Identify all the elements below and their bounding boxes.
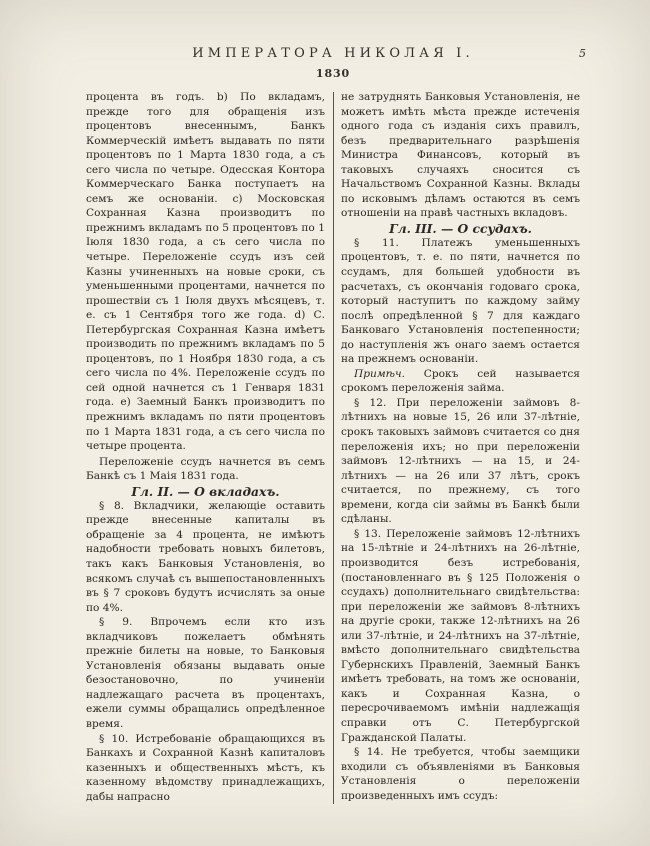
paragraph-note	[341, 367, 580, 396]
paragraph: § 12. При переложеніи займовъ 8-лѣтнихъ на новые 15, 26 или 37-лѣтніе, срокъ таковыхъ займовъ считается со дня переложенія ихъ; но при переложеніи займовъ 12-лѣтнихъ — на 15, и 24-лѣтнихъ — на 26 или 37 лѣтъ, срокъ считается, по прежнему, съ того времени, когда сіи займы въ Банкѣ были сдѣланы.	[341, 396, 580, 526]
running-header	[86, 46, 586, 61]
year-heading: 1830	[315, 67, 351, 80]
note-text: Срокъ сей называется срокомъ переложенія займа.	[341, 367, 580, 395]
chapter-heading: Гл. II. — О вкладахъ.	[131, 483, 280, 499]
paragraph: § 13. Переложеніе займовъ 12-лѣтнихъ на 15-лѣтніе и 24-лѣтнихъ на 26-лѣтніе, производится безъ истребованія, (постановленнаго въ § 125 Положенія о ссудахъ) дополнительнаго свидѣтельства: при переложеніи же займовъ 8-лѣтнихъ на другіе сроки, также 12-лѣтнихъ на 26 или 37-лѣтніе, и 24-лѣтнихъ на 37-лѣтніе, вмѣсто дополнительнаго свидѣтельства Губернскихъ Правленій, Заемный Банкъ имѣетъ требовать, на томъ же основаніи, какъ и Сохранная Казна, о пересрочиваемомъ имѣніи надлежащія справки отъ С. Петербургской Гражданской Палаты.	[341, 527, 580, 744]
note-label: Примѣч.	[354, 367, 405, 380]
chapter-heading: Гл. III. — О ссудахъ.	[389, 220, 532, 236]
paragraph: § 14. Не требуется, чтобы заемщики входили съ объявленіями въ Банковыя Установленія о переложеніи произведенныхъ имъ ссудъ:	[341, 746, 580, 802]
left-column	[86, 90, 325, 804]
paragraph: Переложеніе ссудъ начнется въ семъ Банкѣ съ 1 Маія 1831 года.	[86, 455, 325, 483]
paragraph: § 8. Вкладчики, желающіе оставить прежде внесенные капиталы въ обращеніе за 4 процента, не имѣютъ надобности требовать новыхъ билетовъ, такъ какъ Банковыя Установленія, во всякомъ случаѣ съ вышепостановленныхъ въ § 7 сроковъ будутъ исчислять за оные по 4%.	[86, 499, 325, 614]
column-divider-rule	[333, 92, 334, 804]
header-title: ИМПЕРАТОРА НИКОЛАЯ I.	[192, 46, 474, 61]
paragraph: § 11. Платежъ уменьшенныхъ процентовъ, т. е. по пяти, начнется по ссудамъ, для большей удобности въ расчетахъ, съ окончанія годоваго срока, который наступитъ по каждому займу послѣ опредѣленной § 7 для каждаго Банковаго Установленія постепенности; до наступленія жъ онаго заемъ остается на прежнемъ основаніи.	[341, 236, 580, 366]
paragraph: процента въ годъ. b) По вкладамъ, прежде того для обращенія изъ процентовъ внесеннымъ, Банкъ Коммерческій имѣетъ выдавать по пяти процентовъ по 1 Марта 1830 года, а съ сего числа по четыре. Одесская Контора Коммерческаго Банка поступаетъ на семъ же основаніи. c) Московская Сохранная Казна производитъ по прежнимъ вкладамъ по 5 процентовъ по 1 Іюля 1830 года, а съ сего числа по четыре. Переложеніе ссудъ изъ сей Казны учиненныхъ на новые сроки, съ уменьшенными процентами, начнется по прошествіи съ 1 Іюля двухъ мѣсяцевъ, т. е. съ 1 Сентября того же года. d) С. Петербургская Сохранная Казна имѣетъ производить по прежнимъ вкладамъ по 5 процентовъ, по 1 Ноября 1830 года, а съ сего числа по 4%. Переложеніе ссудъ по сей одной начнется съ 1 Генваря 1831 года. e) Заемный Банкъ производитъ по прежнимъ вкладамъ по пяти процентовъ по 1 Марта 1831 года, а съ сего числа по четыре процента.	[86, 91, 325, 453]
text-columns	[86, 90, 580, 804]
paragraph: не затруднять Банковыя Установленія, не можетъ имѣть мѣста прежде истеченія одного года съ изданія сихъ правилъ, безъ предварительнаго разрѣшенія Министра Финансовъ, который въ таковыхъ случаяхъ сносится съ Начальствомъ Сохранной Казны. Вклады по исковымъ дѣламъ остаются въ семъ отношеніи на правѣ частныхъ вкладовъ.	[341, 91, 580, 220]
paragraph: § 9. Впрочемъ если кто изъ вкладчиковъ пожелаетъ обмѣнять прежніе билеты на новые, то Банковыя Установленія обязаны выдавать оные безостановочно, по учиненіи надлежащаго расчета въ процентахъ, ежели суммы обращались опредѣленное время.	[86, 616, 325, 730]
paragraph: § 10. Истребованіе обращающихся въ Банкахъ и Сохранной Казнѣ капиталовъ казенныхъ и общественныхъ мѣстъ, къ казенному вѣдомству принадлежащихъ, дабы напрасно	[86, 732, 325, 803]
right-column	[341, 90, 580, 804]
page-number: 5	[579, 47, 586, 60]
